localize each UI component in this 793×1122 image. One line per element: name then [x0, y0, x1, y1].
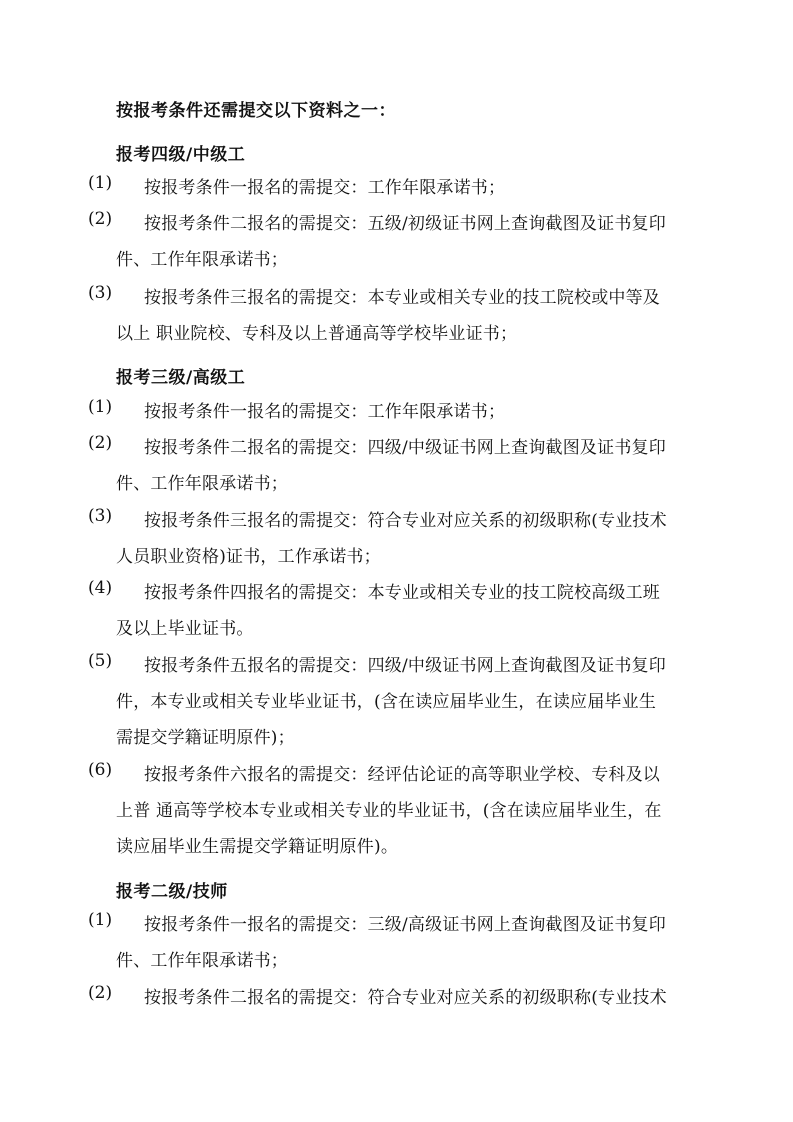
item-text: 件、工作年限承诺书；	[116, 474, 288, 494]
item-text: 及以上毕业证书。	[116, 619, 254, 639]
intro-heading: 按报考条件还需提交以下资料之一：	[116, 101, 396, 121]
item-number: (1)	[88, 173, 113, 193]
item-text: 人员职业资格)证书，工作承诺书；	[116, 547, 381, 567]
item-text: 按报考条件一报名的需提交：工作年限承诺书；	[144, 402, 506, 422]
item-number: (3)	[88, 283, 113, 303]
section-heading: 报考二级/技师	[116, 882, 228, 902]
item-number: (2)	[88, 209, 113, 229]
item-text: 按报考条件二报名的需提交：五级/初级证书网上查询截图及证书复印	[144, 214, 666, 234]
item-number: (2)	[88, 983, 113, 1003]
item-text: 上普 通高等学校本专业或相关专业的毕业证书，(含在读应届毕业生，在	[116, 801, 662, 821]
item-text: 按报考条件六报名的需提交：经评估论证的高等职业学校、专科及以	[144, 765, 660, 785]
section-heading: 报考四级/中级工	[116, 145, 246, 165]
item-number: (1)	[88, 397, 113, 417]
item-text: 件、工作年限承诺书；	[116, 250, 288, 270]
item-number: (5)	[88, 651, 113, 671]
item-text: 按报考条件三报名的需提交：本专业或相关专业的技工院校或中等及	[144, 288, 660, 308]
item-text: 件、工作年限承诺书；	[116, 951, 288, 971]
item-text: 按报考条件二报名的需提交：四级/中级证书网上查询截图及证书复印	[144, 438, 666, 458]
item-text: 按报考条件五报名的需提交：四级/中级证书网上查询截图及证书复印	[144, 656, 666, 676]
item-number: (2)	[88, 433, 113, 453]
item-text: 按报考条件一报名的需提交：三级/高级证书网上查询截图及证书复印	[144, 915, 666, 935]
item-text: 以上 职业院校、专科及以上普通高等学校毕业证书；	[116, 324, 518, 344]
item-text: 按报考条件三报名的需提交：符合专业对应关系的初级职称(专业技术	[144, 511, 667, 531]
item-text: 读应届毕业生需提交学籍证明原件)。	[116, 837, 399, 857]
item-number: (4)	[88, 578, 113, 598]
item-text: 件，本专业或相关专业毕业证书，(含在读应届毕业生，在读应届毕业生	[116, 692, 657, 712]
item-text: 按报考条件一报名的需提交：工作年限承诺书；	[144, 178, 506, 198]
item-text: 需提交学籍证明原件)；	[116, 728, 295, 748]
item-number: (6)	[88, 760, 113, 780]
section-heading: 报考三级/高级工	[116, 368, 246, 388]
item-text: 按报考条件四报名的需提交：本专业或相关专业的技工院校高级工班	[144, 583, 660, 603]
item-text: 按报考条件二报名的需提交：符合专业对应关系的初级职称(专业技术	[144, 988, 667, 1008]
item-number: (3)	[88, 506, 113, 526]
item-number: (1)	[88, 910, 113, 930]
